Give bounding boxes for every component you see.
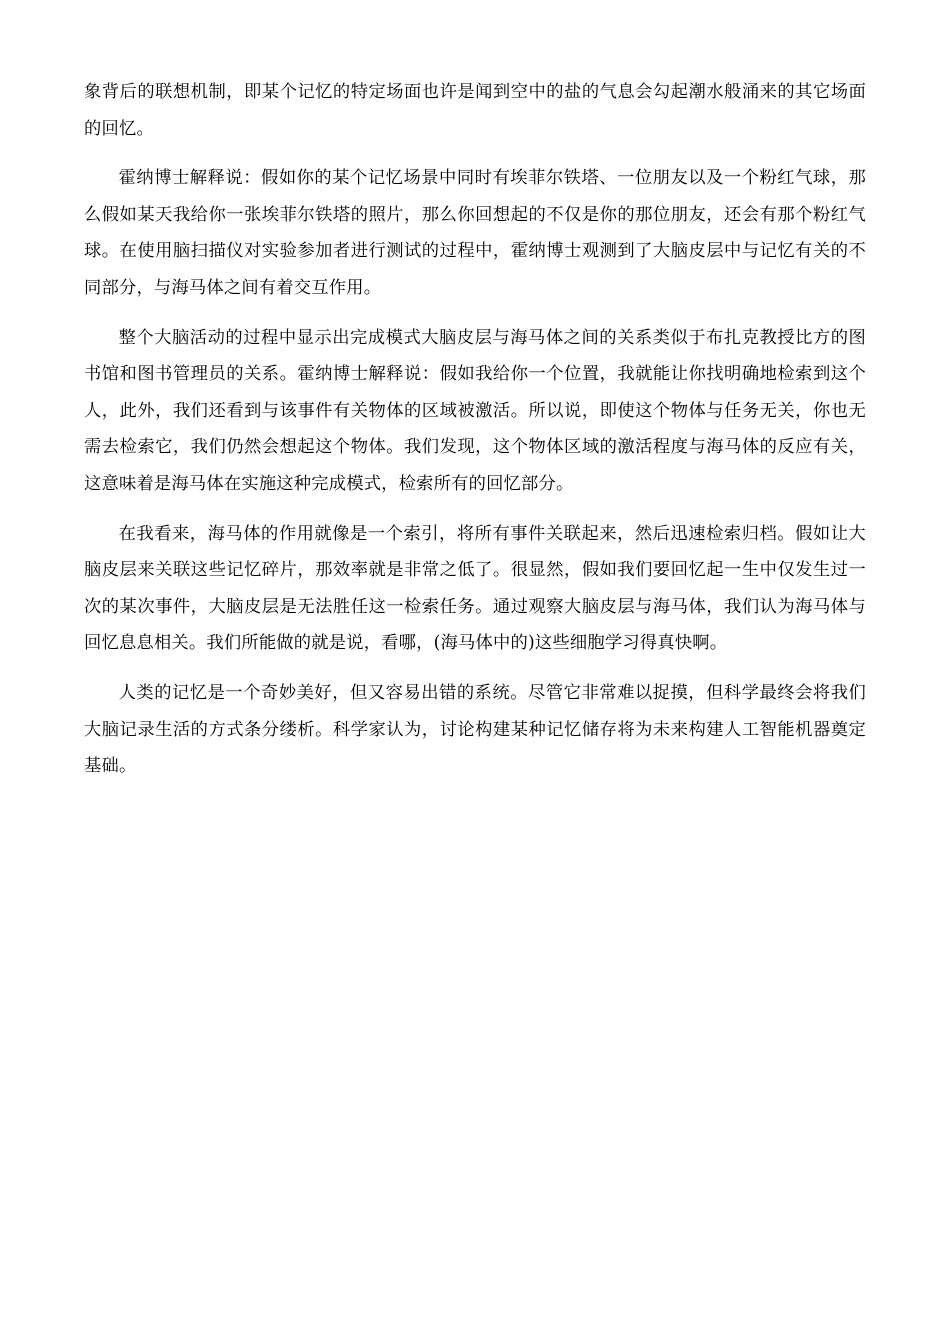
document-page: [84, 74, 866, 798]
paragraph-continuation: 象背后的联想机制，即某个记忆的特定场面也许是闻到空中的盐的气息会勾起潮水般涌来的其它场面的回忆。: [84, 82, 866, 139]
paragraph-conclusion: 人类的记忆是一个奇妙美好，但又容易出错的系统。尽管它非常难以捉摸，但科学最终会将我们大脑记录生活的方式条分缕析。科学家认为，讨论构建某种记忆储存将为未来构建人工智能机器奠定基础。: [84, 682, 866, 777]
paragraph-hippocampus-index: 在我看来，海马体的作用就像是一个索引，将所有事件关联起来，然后迅速检索归档。假如让大脑皮层来关联这些记忆碎片，那效率就是非常之低了。很显然，假如我们要回忆起一生中仅发生过一次的某次事件，大脑皮层是无法胜任这一检索任务。通过观察大脑皮层与海马体，我们认为海马体与回忆息息相关。我们所能做的就是说，看哪，(海马体中的)这些细胞学习得真快啊。: [84, 523, 866, 654]
paragraph-library-analogy: 整个大脑活动的过程中显示出完成模式大脑皮层与海马体之间的关系类似于布扎克教授比方的图书馆和图书管理员的关系。霍纳博士解释说：假如我给你一个位置，我就能让你找明确地检索到这个人，此外，我们还看到与该事件有关物体的区域被激活。所以说，即使这个物体与任务无关，你也无需去检索它，我们仍然会想起这个物体。我们发现，这个物体区域的激活程度与海马体的反应有关，这意味着是海马体在实施这种完成模式，检索所有的回忆部分。: [84, 327, 866, 494]
paragraph-dr-horner-explanation: 霍纳博士解释说：假如你的某个记忆场景中同时有埃菲尔铁塔、一位朋友以及一个粉红气球，那么假如某天我给你一张埃菲尔铁塔的照片，那么你回想起的不仅是你的那位朋友，还会有那个粉红气球。在使用脑扫描仪对实验参加者进行测试的过程中，霍纳博士观测到了大脑皮层中与记忆有关的不同部分，与海马体之间有着交互作用。: [84, 168, 866, 298]
